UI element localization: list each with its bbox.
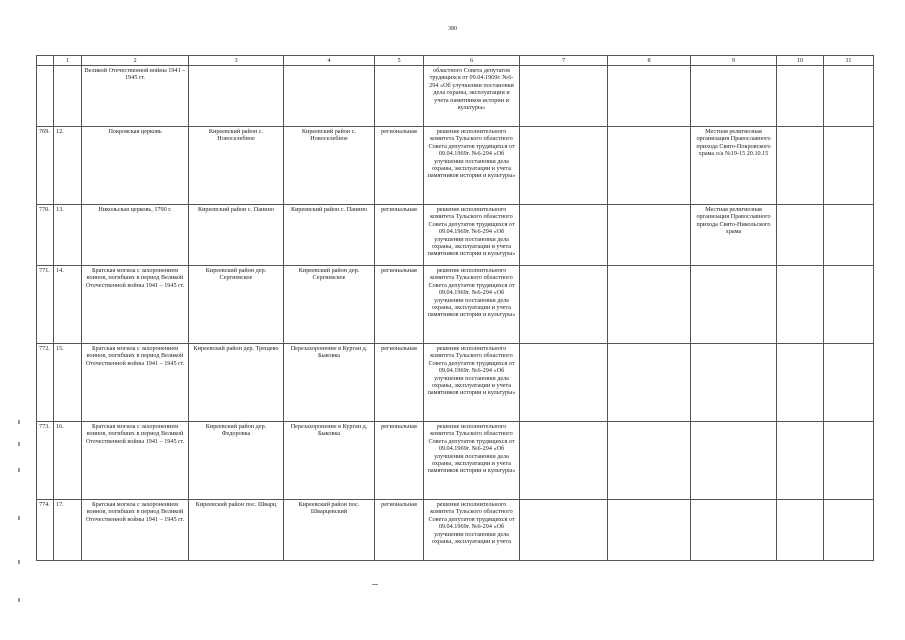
user-cell bbox=[691, 500, 777, 561]
address-cell: Киреевский район с. Новоселебное bbox=[284, 127, 375, 205]
object-name-cell: Братская могила с захоронением воинов, погибших в период Великой Отечественной войны 1941 – 1945 гг. bbox=[82, 422, 189, 500]
margin-mark bbox=[18, 420, 20, 424]
object-name-cell: Братская могила с захоронением воинов, погибших в период Великой Отечественной войны 1941 – 1945 гг. bbox=[82, 344, 189, 422]
table-cell bbox=[824, 500, 874, 561]
table-row bbox=[37, 205, 874, 266]
table-cell bbox=[777, 205, 824, 266]
table-cell bbox=[777, 344, 824, 422]
object-name-cell: Великой Отечественной войны 1941 – 1945 гг. bbox=[82, 66, 189, 127]
table-cell bbox=[777, 66, 824, 127]
table-cell bbox=[608, 422, 691, 500]
table-cell bbox=[824, 266, 874, 344]
header-cell-blank bbox=[37, 56, 54, 66]
user-cell bbox=[691, 266, 777, 344]
header-cell-9: 9 bbox=[691, 56, 777, 66]
address-cell: Перезахоронение в Курган д. Быковка bbox=[284, 422, 375, 500]
location-cell: Киреевский район дер. Трещево bbox=[189, 344, 284, 422]
local-number-cell: 13. bbox=[54, 205, 82, 266]
register-number-cell: 772. bbox=[37, 344, 54, 422]
address-cell: Киреевский район с. Панино bbox=[284, 205, 375, 266]
decision-cell: решение исполнительного комитета Тульского областного Совета депутатов трудящихся от 09.04.1969г. №6-294 «Об улучшении постановки дела охраны, эксплуатации и учета памятников истории и культуры» bbox=[424, 266, 520, 344]
table-cell bbox=[824, 127, 874, 205]
table-cell bbox=[824, 66, 874, 127]
table-cell bbox=[691, 66, 777, 127]
header-cell-2: 2 bbox=[82, 56, 189, 66]
local-number-cell: 17. bbox=[54, 500, 82, 561]
table-cell bbox=[608, 127, 691, 205]
table-cell bbox=[520, 422, 608, 500]
table-cell bbox=[375, 66, 424, 127]
table-cell bbox=[608, 500, 691, 561]
table-cell bbox=[284, 66, 375, 127]
user-cell bbox=[691, 344, 777, 422]
location-cell: Киреевский район с. Панино bbox=[189, 205, 284, 266]
location-cell: Киреевский район дер. Сергиевское bbox=[189, 266, 284, 344]
register-table bbox=[36, 55, 874, 561]
header-cell-3: 3 bbox=[189, 56, 284, 66]
table-cell bbox=[520, 127, 608, 205]
register-number-cell: 771. bbox=[37, 266, 54, 344]
object-name-cell: Братская могила с захоронением воинов, погибших в период Великой Отечественной войны 1941 – 1945 гг. bbox=[82, 266, 189, 344]
register-number-cell: 769. bbox=[37, 127, 54, 205]
decision-cell: решение исполнительного комитета Тульского областного Совета депутатов трудящихся от 09.04.1969г. №6-294 «Об улучшении постановки дела охраны, эксплуатации и учета памятников истории и культуры» bbox=[424, 205, 520, 266]
table-cell bbox=[520, 344, 608, 422]
register-number-cell: 773. bbox=[37, 422, 54, 500]
decision-cell: решение исполнительного комитета Тульского областного Совета депутатов трудящихся от 09.04.1969г. №6-294 «Об улучшении постановки дела охраны, эксплуатации и учета памятников истории и культуры» bbox=[424, 127, 520, 205]
table-cell bbox=[520, 266, 608, 344]
category-cell: региональная bbox=[375, 422, 424, 500]
table-row bbox=[37, 344, 874, 422]
header-cell-7: 7 bbox=[520, 56, 608, 66]
decision-cell: решение исполнительного комитета Тульского областного Совета депутатов трудящихся от 09.04.1969г. №6-294 «Об улучшении постановки дела охраны, эксплуатации и учета памятников истории и культуры» bbox=[424, 344, 520, 422]
header-cell-11: 11 bbox=[824, 56, 874, 66]
decision-cell: решение исполнительного комитета Тульского областного Совета депутатов трудящихся от 09.04.1969г. №6-294 «Об улучшении постановки дела охраны, эксплуатации и учета памятников истории и культуры» bbox=[424, 422, 520, 500]
margin-mark bbox=[18, 468, 20, 472]
table-row bbox=[37, 266, 874, 344]
table-cell bbox=[777, 500, 824, 561]
table-cell bbox=[520, 500, 608, 561]
category-cell: региональная bbox=[375, 266, 424, 344]
object-name-cell: Братская могила с захоронением воинов, погибших в период Великой Отечественной войны 1941 – 1945 гг. bbox=[82, 500, 189, 561]
location-cell: Киреевский район дер. Федоровка bbox=[189, 422, 284, 500]
table-cell bbox=[608, 205, 691, 266]
table-cell bbox=[824, 344, 874, 422]
register-number-cell: 774. bbox=[37, 500, 54, 561]
register-number-cell: 770. bbox=[37, 205, 54, 266]
margin-mark bbox=[18, 516, 20, 520]
category-cell: региональная bbox=[375, 127, 424, 205]
local-number-cell: 16. bbox=[54, 422, 82, 500]
table-cell bbox=[37, 66, 54, 127]
header-cell-10: 10 bbox=[777, 56, 824, 66]
decision-cell: областного Совета депутатов трудящихся от 09.04.1969г. №6-294 «Об улучшении постановки дела охраны, эксплуатации и учета памятников истории и культуры» bbox=[424, 66, 520, 127]
object-name-cell: Никольская церковь, 1790 г. bbox=[82, 205, 189, 266]
user-cell: Местная религиозная организация Православного прихода Свято-Никольского храма bbox=[691, 205, 777, 266]
local-number-cell: 15. bbox=[54, 344, 82, 422]
table-row bbox=[37, 500, 874, 561]
table-cell bbox=[777, 422, 824, 500]
page-number: 380 bbox=[448, 26, 457, 32]
table-cell bbox=[520, 66, 608, 127]
address-cell: Киреевский район дер. Сергиевское bbox=[284, 266, 375, 344]
margin-mark bbox=[18, 442, 20, 446]
table-cell bbox=[608, 344, 691, 422]
category-cell: региональная bbox=[375, 205, 424, 266]
header-cell-8: 8 bbox=[608, 56, 691, 66]
table-cell bbox=[824, 422, 874, 500]
object-name-cell: Покровская церковь bbox=[82, 127, 189, 205]
category-cell: региональная bbox=[375, 500, 424, 561]
header-row bbox=[37, 56, 874, 66]
decision-cell: решение исполнительного комитета Тульского областного Совета депутатов трудящихся от 09.04.1969г. №6-294 «Об улучшении постановки дела охраны, эксплуатации и учета bbox=[424, 500, 520, 561]
location-cell: Киреевский район с. Новоселебное bbox=[189, 127, 284, 205]
header-cell-6: 6 bbox=[424, 56, 520, 66]
table-row bbox=[37, 422, 874, 500]
table-cell bbox=[777, 266, 824, 344]
address-cell: Киреевский район пос. Шварцевский bbox=[284, 500, 375, 561]
table-cell bbox=[777, 127, 824, 205]
table-cell bbox=[608, 266, 691, 344]
header-cell-4: 4 bbox=[284, 56, 375, 66]
header-cell-5: 5 bbox=[375, 56, 424, 66]
table-cell bbox=[824, 205, 874, 266]
binding-margin-marks bbox=[18, 420, 20, 620]
table-cell bbox=[608, 66, 691, 127]
margin-mark bbox=[18, 560, 20, 564]
header-cell-1: 1 bbox=[54, 56, 82, 66]
table-row-continuation bbox=[37, 66, 874, 127]
table-cell bbox=[520, 205, 608, 266]
table-cell bbox=[189, 66, 284, 127]
user-cell: Местная религиозная организация Православного прихода Свято-Покровского храма о/а №19-15 20.10.15 bbox=[691, 127, 777, 205]
category-cell: региональная bbox=[375, 344, 424, 422]
table-cell bbox=[54, 66, 82, 127]
local-number-cell: 12. bbox=[54, 127, 82, 205]
local-number-cell: 14. bbox=[54, 266, 82, 344]
margin-mark bbox=[18, 598, 20, 602]
scan-mark bbox=[372, 584, 378, 585]
location-cell: Киреевский район пос. Шварц bbox=[189, 500, 284, 561]
address-cell: Перезахоронение в Курган д. Быковка bbox=[284, 344, 375, 422]
user-cell bbox=[691, 422, 777, 500]
table-row bbox=[37, 127, 874, 205]
